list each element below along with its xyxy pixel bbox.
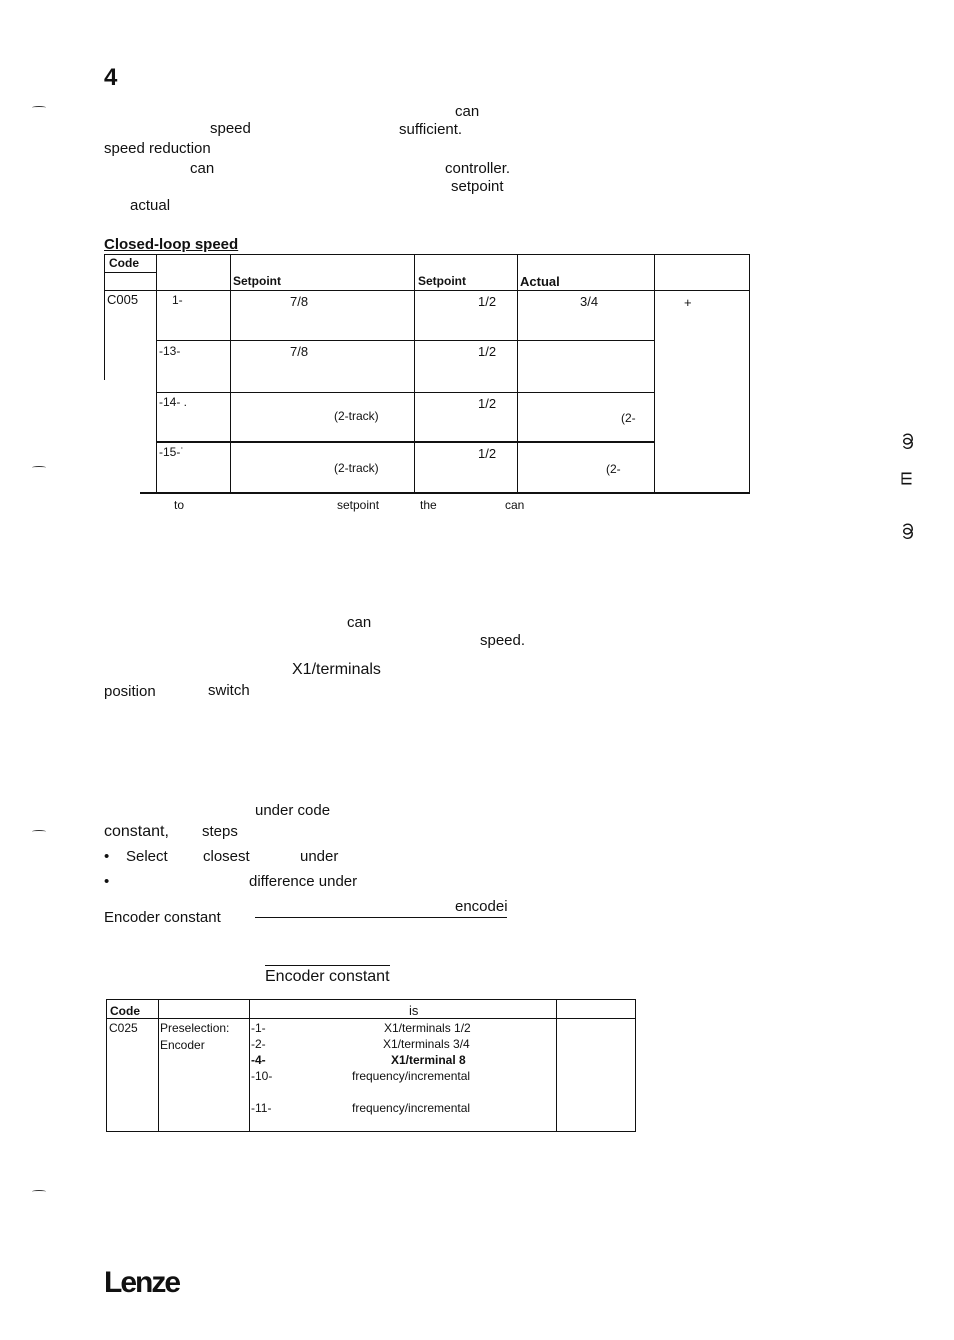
row1-c2: 7/8 [290,294,309,309]
table-footnote: the [420,498,437,512]
table-footnote: setpoint [337,498,380,512]
label-preselection: Preselection: [160,1021,230,1035]
text-fragment: closest [203,848,250,865]
header-is: is [409,1003,419,1018]
fraction-line [255,917,507,918]
text-fragment: position [104,683,156,700]
margin-mark [32,106,46,109]
row3-c3: 1/2 [478,396,497,411]
option-desc: frequency/incremental [352,1069,471,1083]
code-cell: C005 [107,292,139,307]
bullet: • [104,873,110,890]
text-fragment: X1/terminals [292,661,381,678]
text-fragment: steps [202,823,238,840]
option-desc: X1/terminals 3/4 [383,1037,470,1051]
formula-result: Encoder constant [265,968,390,985]
row1-sel: 1- [172,293,183,307]
chapter-number: 4 [104,64,118,91]
option-desc: X1/terminals 1/2 [384,1021,471,1035]
row4-c4: (2- [606,462,621,476]
text-fragment: speed. [480,632,526,649]
table-footnote: can [505,498,525,512]
text-fragment: Select [126,848,168,865]
header-setpoint: Setpoint [233,274,281,288]
text-fragment: constant, [104,823,169,840]
text-fragment: can [347,614,372,631]
row2-sel: -13- [159,344,181,358]
text-fragment: sufficient. [399,121,463,138]
text-fragment: speed [210,120,251,137]
margin-mark [32,466,46,469]
option-sel: -1- [251,1021,266,1035]
text-fragment: actual [130,197,171,214]
label-encoder: Encoder [160,1038,205,1052]
text-fragment: under [300,848,339,865]
text-fragment: under code [255,802,331,819]
margin-mark [32,830,46,833]
text-fragment: setpoint [451,178,504,195]
overline [265,965,390,966]
margin-mark [32,1190,46,1193]
row4-c2b: (2-track) [334,461,379,475]
row3-sel: -14- . [159,395,188,409]
option-desc: X1/terminal 8 [391,1053,466,1067]
text-fragment: switch [208,682,250,699]
text-fragment: difference under [249,873,358,890]
bullet: • [104,848,110,865]
code-cell: C025 [109,1021,138,1035]
option-sel: -10- [251,1069,273,1083]
text-fragment: can [190,160,215,177]
row1-c4: 3/4 [580,294,599,309]
header-code: Code [109,256,139,270]
text-fragment: speed reduction [104,140,211,157]
lenze-logo: Lenze [104,1266,180,1299]
formula-left: Encoder constant [104,909,221,926]
row3-c2b: (2-track) [334,409,379,423]
text-fragment: controller. [445,160,511,177]
margin-glyph: ത [899,431,920,450]
row4-sel: -15-˙ [159,445,185,459]
text-fragment: can [455,103,480,120]
row1-c5: + [684,295,692,310]
header-code: Code [110,1004,140,1018]
row2-c3: 1/2 [478,344,497,359]
margin-glyph: ത [899,521,920,540]
option-sel: -2- [251,1037,266,1051]
header-setpoint: Setpoint [418,274,466,288]
row3-c4: (2- [621,411,636,425]
margin-glyph: ш [897,471,918,486]
row4-c3: 1/2 [478,446,497,461]
option-sel: -11- [251,1101,272,1115]
row1-c3: 1/2 [478,294,497,309]
option-desc: frequency/incremental [352,1101,471,1115]
formula-numerator: encodei [455,898,508,915]
table-title: Closed-loop speed [104,236,239,253]
row2-c2: 7/8 [290,344,309,359]
table-footnote: to [174,498,185,512]
header-actual: Actual [520,274,560,289]
option-sel: -4- [251,1053,266,1067]
